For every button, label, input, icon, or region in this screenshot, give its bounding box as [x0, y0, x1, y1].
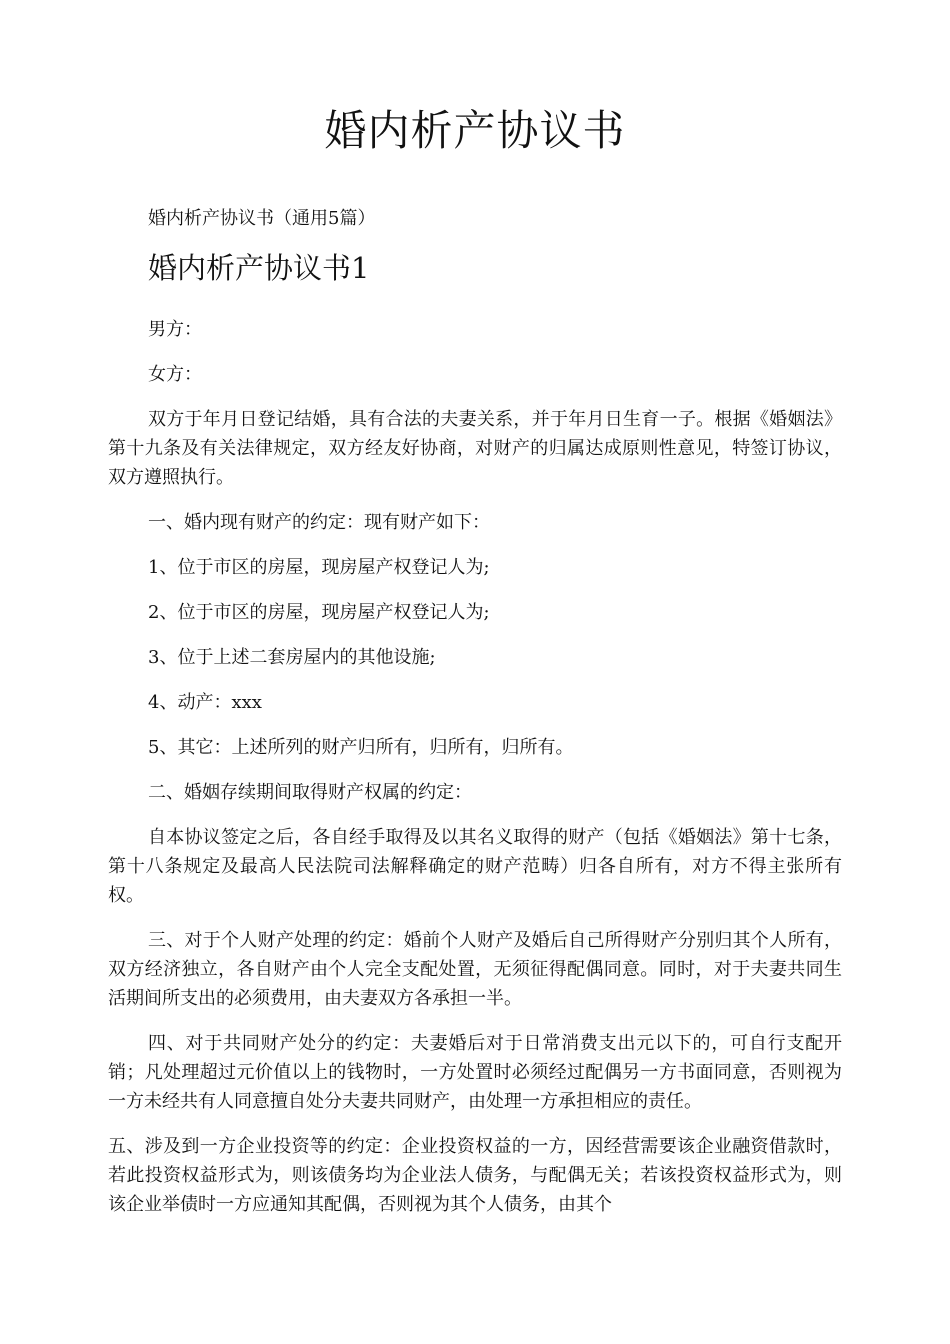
paragraph-item-5: 5、其它：上述所列的财产归所有，归所有，归所有。 — [148, 737, 574, 758]
paragraph-clause-1: 一、婚内现有财产的约定：现有财产如下： — [148, 512, 490, 533]
paragraph-clause-2-body: 自本协议签定之后，各自经手取得及以其名义取得的财产（包括《婚姻法》第十七条，第十八条规定及最高人民法院司法解释确定的财产范畴）归各自所有，对方不得主张所有权。 — [108, 827, 842, 906]
paragraph-item-3: 3、位于上述二套房屋内的其他设施; — [148, 647, 436, 668]
section-heading: 婚内析产协议书1 — [148, 251, 370, 285]
paragraph-item-2: 2、位于市区的房屋，现房屋产权登记人为; — [148, 602, 490, 623]
paragraph-item-1: 1、位于市区的房屋，现房屋产权登记人为; — [148, 557, 490, 578]
paragraph-female-party: 女方： — [148, 364, 202, 385]
document-body — [108, 315, 842, 1219]
document-title: 婚内析产协议书 — [324, 106, 626, 155]
paragraph-clause-2: 二、婚姻存续期间取得财产权属的约定： — [148, 782, 472, 803]
paragraph-preamble: 双方于年月日登记结婚，具有合法的夫妻关系，并于年月日生育一子。根据《婚姻法》第十九条及有关法律规定，双方经友好协商，对财产的归属达成原则性意见，特签订协议，双方遵照执行。 — [108, 409, 842, 488]
paragraph-clause-3: 三、对于个人财产处理的约定：婚前个人财产及婚后自己所得财产分别归其个人所有，双方经济独立，各自财产由个人完全支配处置，无须征得配偶同意。同时，对于夫妻共同生活期间所支出的必须费用，由夫妻双方各承担一半。 — [108, 930, 842, 1009]
paragraph-male-party: 男方： — [148, 319, 202, 340]
paragraph-clause-5: 五、涉及到一方企业投资等的约定：企业投资权益的一方，因经营需要该企业融资借款时，若此投资权益形式为，则该债务均为企业法人债务，与配偶无关；若该投资权益形式为，则该企业举债时一方应通知其配偶，否则视为其个人债务，由其个 — [108, 1136, 842, 1215]
document-subtitle: 婚内析产协议书（通用5篇） — [148, 208, 376, 229]
document-page — [108, 0, 842, 1235]
paragraph-item-4: 4、动产：xxx — [148, 692, 262, 713]
paragraph-clause-4: 四、对于共同财产处分的约定：夫妻婚后对于日常消费支出元以下的，可自行支配开销；凡处理超过元价值以上的钱物时，一方处置时必须经过配偶另一方书面同意，否则视为一方未经共有人同意擅自处分夫妻共同财产，由处理一方承担相应的责任。 — [108, 1033, 842, 1112]
